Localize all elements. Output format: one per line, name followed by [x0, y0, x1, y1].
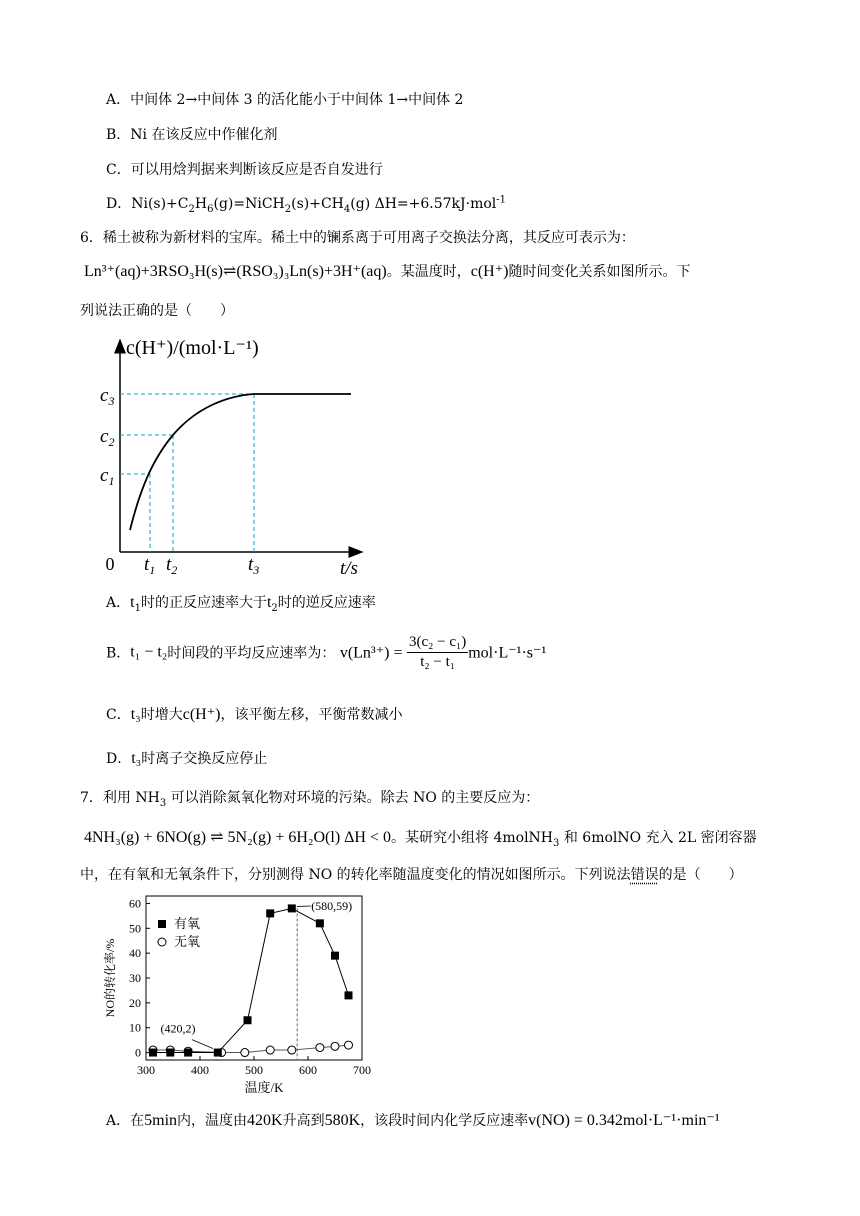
q7-stem-end: 中，在有氧和无氧条件下，分别测得 NO 的转化率随温度变化的情况如图所示。下列说法错误的是（ ）: [80, 867, 743, 883]
q7-point-filled: [166, 1049, 174, 1057]
q6-y-tick-c2: $c_2$: [100, 426, 115, 449]
q5-option-a: A．中间体 2→中间体 3 的活化能小于中间体 1→中间体 2: [106, 92, 464, 108]
q7-point-filled: [244, 1016, 252, 1024]
q7-annotation-420-leader: [192, 1040, 213, 1049]
q6-equation-line: Ln³⁺(aq)+3RSO₃H(s)⇌(RSO₃)₃Ln(s)+3H⁺(aq)。某温度时，c(H⁺)随时间变化关系如图所示。下: [84, 263, 691, 280]
q7-point-filled: [214, 1049, 222, 1057]
q5-option-b: B．Ni 在该反应中作催化剂: [106, 127, 278, 143]
q6-x-tick-t2: $t_2$: [166, 554, 178, 577]
q7-legend-marker-open: [158, 938, 166, 946]
q6-y-tick-c1: $c_1$: [100, 465, 115, 488]
q7-equation: 4NH₃(g) + 6NO(g) ⇌ 5N₂(g) + 6H₂O(l) ΔH < 0: [84, 829, 392, 846]
q6-rate-fraction: $\frac{\text{3(c₂ − c₁)}}{\text{t₂ − t₁}}$: [408, 634, 467, 670]
q7-legend-label-filled: 有氧: [174, 916, 201, 931]
q7-point-open: [316, 1044, 324, 1052]
q6-chart: [96, 330, 376, 580]
q7-y-tick-label: 0: [135, 1045, 141, 1060]
q7-point-open: [266, 1046, 274, 1054]
q6-stem: 6．稀土被称为新材料的宝库。稀土中的镧系离于可用离子交换法分离，其反应可表示为：: [80, 230, 635, 246]
q7-annotation-420: (420,2): [160, 1021, 196, 1036]
q7-y-tick-label: 10: [129, 1020, 141, 1035]
q6-option-c: C．t₃时增大c(H⁺)，该平衡左移，平衡常数减小: [106, 706, 403, 723]
q5-option-d: D．$Ni(s)+C_2H_6(g)=NiCH_2(s)+CH_4(g)$ ΔH=+6.57kJ·mol$^{-1}$: [106, 194, 507, 215]
q7-equation-line: 4NH₃(g) + 6NO(g) ⇌ 5N₂(g) + 6H₂O(l) ΔH < 0。某研究小组将 4molNH$_3$ 和 6molNO 充入 2L 密闭容器: [84, 829, 757, 849]
q7-point-filled: [331, 952, 339, 960]
q7-y-tick-label: 30: [129, 971, 141, 985]
q5-option-c: C．可以用焓判据来判断该反应是否自发进行: [106, 162, 383, 178]
q6-x-label: t/s: [340, 558, 358, 579]
q7-emphasis: 错误: [630, 867, 659, 883]
q6-y-label: c(H⁺)/(mol·L⁻¹): [126, 337, 259, 359]
q7-x-tick-label: 600: [299, 1063, 317, 1077]
q7-y-tick-label: 40: [129, 946, 141, 961]
q7-point-open: [241, 1049, 249, 1057]
q6-option-b: B．t₁ − t₂时间段的平均反应速率为： v(Ln³⁺) = $\frac{\text{3(c₂ − c₁)}}{\text{t₂ − t₁}}$ mol·L⁻¹·s⁻¹: [106, 634, 547, 670]
q7-point-open: [288, 1046, 296, 1054]
q7-point-filled: [345, 991, 353, 999]
q7-legend-marker-filled: [158, 920, 166, 928]
q6-x-tick-t1: $t_1$: [144, 554, 156, 577]
q7-point-filled: [288, 904, 296, 912]
q7-x-tick-label: 300: [137, 1063, 155, 1077]
q7-chart: [100, 892, 390, 1098]
q7-y-tick-label: 20: [129, 995, 141, 1010]
q7-x-label: 温度/K: [244, 1080, 284, 1095]
q6-y-tick-c3: $c_3$: [100, 385, 115, 408]
q7-point-open: [345, 1041, 353, 1049]
q7-annotation-peak: (580,59): [311, 899, 353, 913]
q7-y-tick-label: 50: [129, 921, 141, 936]
q7-x-tick-label: 500: [245, 1063, 263, 1077]
q6-curve: [130, 394, 351, 530]
q7-stem: 7．利用 $NH_3$ 可以消除氮氧化物对环境的污染。除去 NO 的主要反应为：: [80, 790, 540, 809]
q6-option-a: A．$t_1$时的正反应速率大于$t_2$时的逆反应速率: [106, 594, 376, 614]
q6-ch-concentration: c(H⁺): [470, 263, 509, 280]
q7-point-filled: [316, 919, 324, 927]
q7-point-open: [331, 1042, 339, 1050]
q7-legend-label-open: 无氧: [174, 934, 201, 949]
q7-x-tick-label: 400: [191, 1063, 209, 1077]
q7-point-filled: [149, 1049, 157, 1057]
q7-option-a: A．在5min内，温度由420K升高到580K，该段时间内化学反应速率v(NO) = 0.342mol·L⁻¹·min⁻¹: [106, 1112, 720, 1129]
q6-stem-end: 列说法正确的是（ ）: [80, 303, 234, 319]
q7-y-label: NO的转化率/%: [103, 938, 117, 1018]
q7-point-filled: [266, 909, 274, 917]
q6-option-d: D．t₃时离子交换反应停止: [106, 750, 268, 767]
q6-origin: 0: [105, 554, 115, 574]
q7-y-tick-label: 60: [129, 896, 141, 911]
q6-equation: Ln³⁺(aq)+3RSO₃H(s)⇌(RSO₃)₃Ln(s)+3H⁺(aq): [84, 263, 387, 280]
q6-x-tick-t3: $t_3$: [248, 554, 260, 577]
q7-point-filled: [184, 1049, 192, 1057]
q7-x-tick-label: 700: [353, 1063, 371, 1077]
